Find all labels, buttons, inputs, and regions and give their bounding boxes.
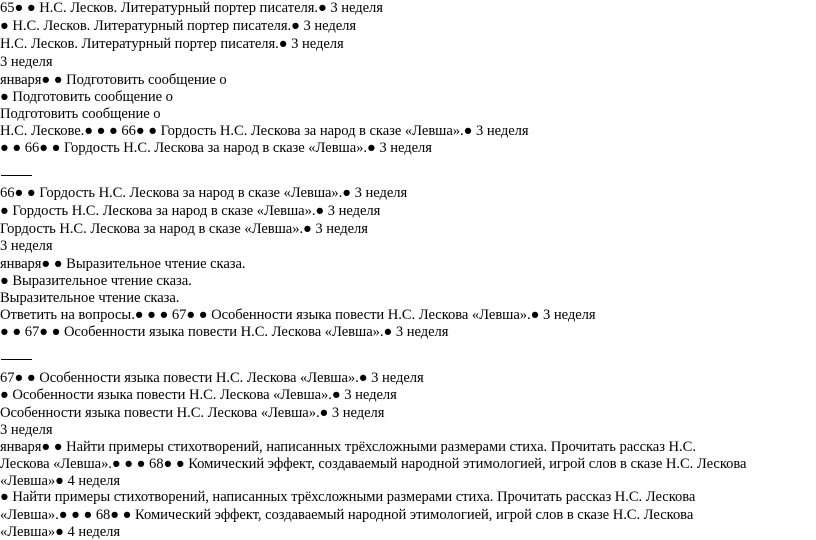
text-line: ● Особенности языка повести Н.С. Лескова «Левша».● 3 неделя	[0, 387, 397, 403]
text-line: Гордость Н.С. Лескова за народ в сказе «Левша».● 3 неделя	[0, 221, 368, 237]
text-line: ● ● 66● ● Гордость Н.С. Лескова за народ в сказе «Левша».● 3 неделя	[0, 140, 432, 156]
text-line: января● ● Выразительное чтение сказа.	[0, 256, 246, 272]
separator-rule	[1, 359, 32, 360]
text-line: Н.С. Лесков. Литературный портер писателя.● 3 неделя	[0, 36, 344, 52]
text-line: января● ● Найти примеры стихотворений, написанных трёхсложными размерами стиха. Прочитать рассказ Н.С.	[0, 439, 696, 455]
text-line: Н.С. Лескове.● ● ● 66● ● Гордость Н.С. Лескова за народ в сказе «Левша».● 3 неделя	[0, 123, 529, 139]
text-line: Особенности языка повести Н.С. Лескова «Левша».● 3 неделя	[0, 405, 385, 421]
text-line: 3 неделя	[0, 422, 53, 438]
text-line: Выразительное чтение сказа.	[0, 290, 180, 306]
separator-rule	[1, 175, 32, 176]
text-line: ● Гордость Н.С. Лескова за народ в сказе «Левша».● 3 неделя	[0, 203, 381, 219]
text-line: января● ● Подготовить сообщение о	[0, 72, 227, 88]
text-line: «Левша»● 4 неделя	[0, 524, 121, 540]
text-line: 3 неделя	[0, 238, 53, 254]
text-line: ● Подготовить сообщение о	[0, 89, 173, 105]
text-line: «Левша»● 4 неделя	[0, 473, 121, 489]
text-line: «Левша».● ● ● 68● ● Комический эффект, создаваемый народной этимологией, игрой слов в сказе Н.С. Лескова	[0, 507, 694, 523]
text-line: Подготовить сообщение о	[0, 106, 161, 122]
text-line: ● ● 67● ● Особенности языка повести Н.С. Лескова «Левша».● 3 неделя	[0, 324, 449, 340]
text-line: 3 неделя	[0, 54, 53, 70]
text-line: 65● ● Н.С. Лесков. Литературный портер писателя.● 3 неделя	[0, 0, 383, 16]
text-line: 66● ● Гордость Н.С. Лескова за народ в сказе «Левша».● 3 неделя	[0, 185, 408, 201]
text-line: Ответить на вопросы.● ● ● 67● ● Особенности языка повести Н.С. Лескова «Левша».● 3 неделя	[0, 307, 596, 323]
text-line: 67● ● Особенности языка повести Н.С. Лескова «Левша».● 3 неделя	[0, 370, 424, 386]
text-line: ● Найти примеры стихотворений, написанных трёхсложными размерами стиха. Прочитать рассказ Н.С. Лескова	[0, 489, 696, 505]
text-line: Лескова «Левша».● ● ● 68● ● Комический эффект, создаваемый народной этимологией, игрой слов в сказе Н.С. Лескова	[0, 456, 747, 472]
text-line: ● Выразительное чтение сказа.	[0, 273, 192, 289]
text-line: ● Н.С. Лесков. Литературный портер писателя.● 3 неделя	[0, 18, 357, 34]
